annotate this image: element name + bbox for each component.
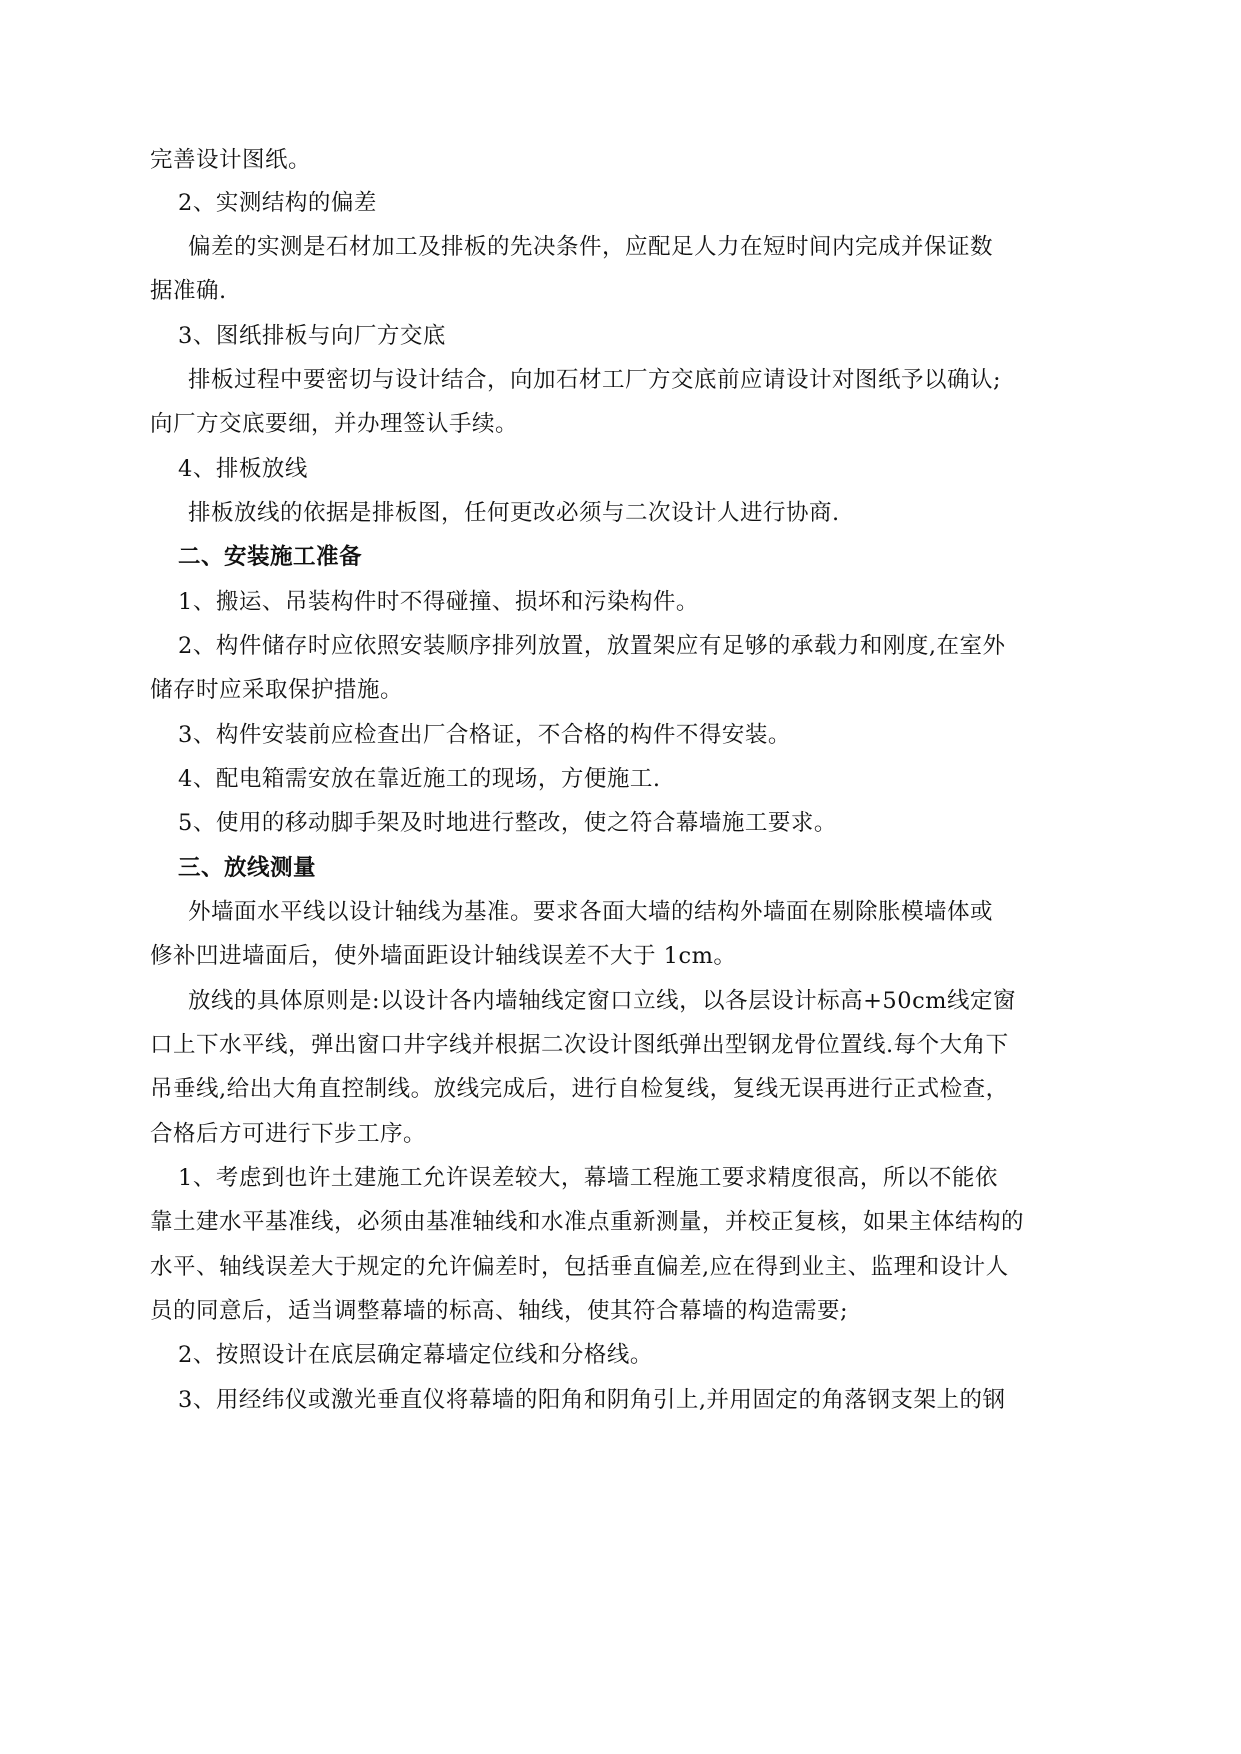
section-heading: 二、安装施工准备	[178, 544, 363, 570]
subheading-line: 3、图纸排板与向厂方交底	[178, 323, 446, 349]
paragraph-line: 储存时应采取保护措施。	[150, 677, 404, 703]
paragraph-line: 口上下水平线，弹出窗口井字线并根据二次设计图纸弹出型钢龙骨位置线.每个大角下	[150, 1032, 1009, 1058]
list-item-line: 5、使用的移动脚手架及时地进行整改，使之符合幕墙施工要求。	[178, 810, 837, 836]
list-item-line: 3、构件安装前应检查出厂合格证，不合格的构件不得安装。	[178, 722, 791, 748]
list-item-line: 2、按照设计在底层确定幕墙定位线和分格线。	[178, 1342, 653, 1368]
section-heading: 三、放线测量	[178, 855, 317, 881]
paragraph-line: 修补凹进墙面后，使外墙面距设计轴线误差不大于 1cm。	[150, 943, 737, 969]
paragraph-line: 偏差的实测是石材加工及排板的先决条件，应配足人力在短时间内完成并保证数	[188, 234, 994, 260]
subheading-line: 4、排板放线	[178, 456, 308, 482]
paragraph-line: 外墙面水平线以设计轴线为基准。要求各面大墙的结构外墙面在剔除胀模墙体或	[188, 899, 994, 925]
paragraph-line: 排板放线的依据是排板图，任何更改必须与二次设计人进行协商.	[188, 500, 840, 526]
paragraph-line: 完善设计图纸。	[150, 147, 312, 173]
paragraph-line: 吊垂线,给出大角直控制线。放线完成后，进行自检复线，复线无误再进行正式检查，	[150, 1076, 1009, 1102]
paragraph-line: 合格后方可进行下步工序。	[150, 1121, 427, 1147]
list-item-line: 4、配电箱需安放在靠近施工的现场，方便施工.	[178, 766, 661, 792]
list-item-line: 1、搬运、吊装构件时不得碰撞、损坏和污染构件。	[178, 589, 699, 615]
paragraph-line: 水平、轴线误差大于规定的允许偏差时，包括垂直偏差,应在得到业主、监理和设计人	[150, 1254, 1009, 1280]
paragraph-line: 排板过程中要密切与设计结合，向加石材工厂方交底前应请设计对图纸予以确认;	[188, 367, 1002, 393]
paragraph-line: 放线的具体原则是:以设计各内墙轴线定窗口立线，以各层设计标高+50cm线定窗	[188, 988, 1017, 1014]
subheading-line: 2、实测结构的偏差	[178, 190, 377, 216]
list-item-line: 2、构件储存时应依照安装顺序排列放置，放置架应有足够的承载力和刚度,在室外	[178, 633, 1006, 659]
paragraph-line: 据准确.	[150, 278, 227, 304]
paragraph-line: 向厂方交底要细，并办理签认手续。	[150, 411, 519, 437]
paragraph-line: 员的同意后，适当调整幕墙的标高、轴线，使其符合幕墙的构造需要;	[150, 1298, 849, 1324]
list-item-line: 1、考虑到也许土建施工允许误差较大，幕墙工程施工要求精度很高，所以不能依	[178, 1165, 998, 1191]
paragraph-line: 靠土建水平基准线，必须由基准轴线和水准点重新测量，并校正复核，如果主体结构的	[150, 1209, 1025, 1235]
list-item-line: 3、用经纬仪或激光垂直仪将幕墙的阳角和阴角引上,并用固定的角落钢支架上的钢	[178, 1387, 1006, 1413]
